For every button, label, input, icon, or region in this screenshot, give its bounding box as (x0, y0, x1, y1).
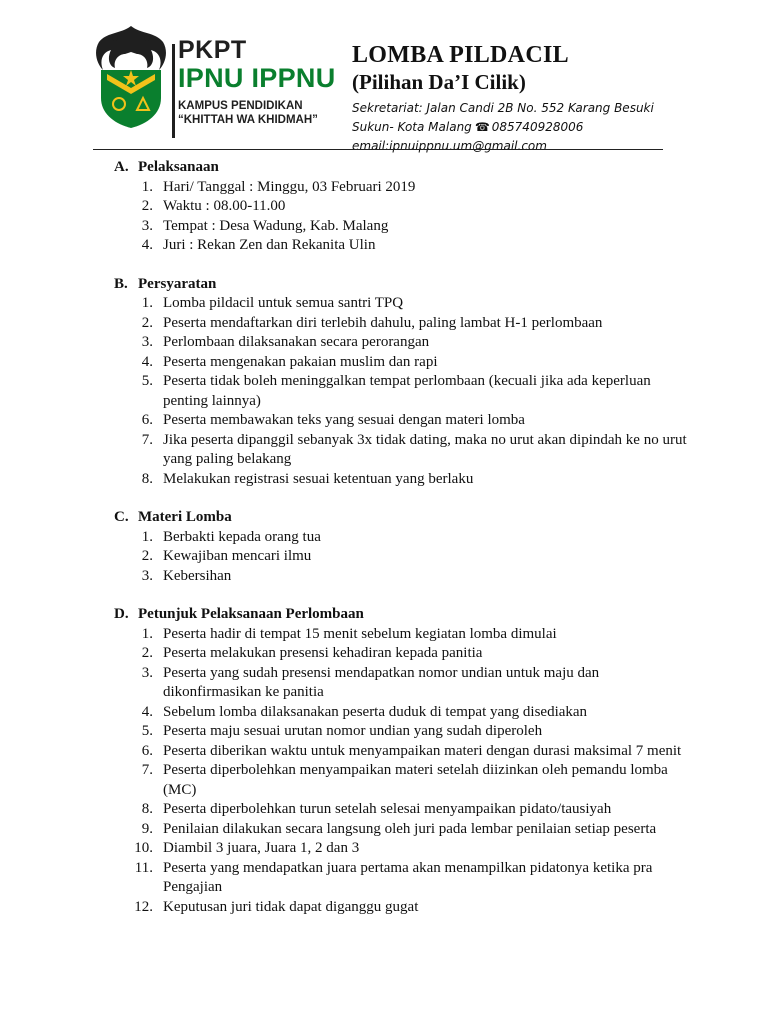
list-item-number: 7. (141, 431, 153, 448)
document-title: LOMBA PILDACIL (352, 42, 569, 68)
list-item-text: Berbakti kepada orang tua (163, 528, 321, 545)
list-item-number: 4. (141, 703, 153, 720)
list-item-text: Penilaian dilakukan secara langsung oleh juri pada lembar penilaian setiap peserta (163, 820, 657, 837)
numbered-list (114, 625, 694, 918)
list-item (114, 411, 694, 431)
section-heading (114, 275, 694, 295)
list-item-number: 3. (141, 217, 153, 234)
list-item (114, 314, 694, 334)
list-item-text: Perlombaan dilaksanakan secara perorangan (163, 334, 430, 350)
list-item-text: Melakukan registrasi sesuai ketentuan yang berlaku (163, 470, 474, 487)
org-line-pkpt: PKPT (178, 36, 247, 64)
list-item-text: Diambil 3 juara, Juara 1, 2 dan 3 (163, 840, 360, 856)
list-item (114, 197, 694, 217)
section-heading (114, 158, 694, 178)
section-heading (114, 508, 694, 528)
list-item (114, 839, 694, 859)
list-item (114, 217, 694, 237)
list-item-number: 8. (141, 801, 153, 817)
list-item-text: Peserta tidak boleh meninggalkan tempat perlombaan (kecuali jika ada keperluan penting lainnya) (163, 373, 651, 409)
list-item-number: 5. (141, 373, 153, 389)
list-item-number: 5. (141, 723, 153, 739)
section (114, 158, 694, 256)
numbered-list (114, 178, 694, 256)
list-item-text: Peserta hadir di tempat 15 menit sebelum kegiatan lomba dimulai (163, 625, 557, 642)
list-item (114, 294, 694, 314)
list-item-number: 1. (141, 178, 153, 195)
section-title: Pelaksanaan (138, 159, 219, 175)
section-letter: B. (114, 275, 128, 292)
org-line-ipnu-ippnu: IPNU IPPNU (178, 63, 336, 93)
section-title: Persyaratan (138, 275, 217, 292)
list-item-text: Kebersihan (163, 567, 232, 584)
list-item-number: 1. (141, 528, 153, 545)
list-item (114, 333, 694, 353)
list-item-text: Jika peserta dipanggil sebanyak 3x tidak dating, maka no urut akan dipindah ke no urut yang paling belakang (163, 431, 687, 467)
list-item (114, 742, 694, 762)
section (114, 275, 694, 490)
list-item-text: Peserta yang sudah presensi mendapatkan nomor undian untuk maju dan dikonfirmasikan ke panitia (163, 664, 600, 700)
list-item-number: 3. (141, 664, 153, 681)
list-item-text: Peserta diperbolehkan menyampaikan materi setelah diizinkan oleh pemandu lomba (MC) (163, 762, 668, 798)
numbered-list (114, 528, 694, 587)
list-item (114, 664, 694, 703)
list-item (114, 761, 694, 800)
list-item-text: Waktu : 08.00-11.00 (163, 198, 286, 214)
list-item-number: 4. (141, 353, 153, 370)
list-item (114, 722, 694, 742)
list-item-text: Peserta mengenakan pakaian muslim dan rapi (163, 353, 438, 370)
list-item-number: 6. (141, 742, 153, 759)
list-item-number: 3. (141, 334, 153, 350)
list-item-number: 12. (134, 898, 153, 915)
list-item-text: Peserta mendaftarkan diri terlebih dahulu, paling lambat H-1 perlombaan (163, 314, 603, 331)
section-title: Petunjuk Pelaksanaan Perlombaan (138, 606, 364, 622)
list-item-number: 4. (141, 237, 153, 253)
list-item-number: 1. (141, 625, 153, 642)
list-item-number: 2. (141, 314, 153, 331)
list-item (114, 353, 694, 373)
organization-name (178, 38, 336, 127)
list-item-text: Juri : Rekan Zen dan Rekanita Ulin (163, 237, 376, 253)
list-item-text: Sebelum lomba dilaksanakan peserta duduk di tempat yang disediakan (163, 703, 588, 720)
list-item (114, 820, 694, 840)
list-item (114, 703, 694, 723)
ipnu-ippnu-logo (93, 24, 169, 130)
list-item-number: 11. (134, 859, 153, 876)
list-item-number: 1. (141, 295, 153, 311)
document-body (114, 158, 694, 936)
list-item-number: 2. (141, 548, 153, 564)
list-item (114, 625, 694, 645)
list-item (114, 859, 694, 898)
list-item (114, 470, 694, 490)
list-item-text: Keputusan juri tidak dapat diganggu gugat (163, 898, 419, 915)
phone-number: 085740928006 (491, 120, 584, 134)
org-line-campus: KAMPUS PENDIDIKAN (178, 100, 303, 112)
list-item (114, 547, 694, 567)
org-line-motto: “KHITTAH WA KHIDMAH” (178, 114, 318, 126)
section-letter: D. (114, 606, 129, 622)
list-item-number: 2. (141, 198, 153, 214)
list-item (114, 372, 694, 411)
list-item-text: Kewajiban mencari ilmu (163, 548, 312, 564)
secretariat-address: Sekretariat: Jalan Candi 2B No. 552 Karang Besuki (352, 101, 654, 115)
list-item-number: 9. (141, 820, 153, 837)
list-item-text: Tempat : Desa Wadung, Kab. Malang (163, 217, 389, 234)
list-item-text: Peserta yang mendapatkan juara pertama akan menampilkan pidatonya ketika pra Pengajian (163, 859, 653, 895)
list-item-number: 3. (141, 567, 153, 584)
list-item (114, 178, 694, 198)
list-item-text: Peserta diperbolehkan turun setelah selesai menyampaikan pidato/tausiyah (163, 801, 612, 817)
section-title: Materi Lomba (138, 509, 232, 525)
section (114, 508, 694, 586)
document-subtitle: (Pilihan Da’I Cilik) (352, 70, 526, 94)
list-item-text: Peserta maju sesuai urutan nomor undian yang sudah diperoleh (163, 723, 543, 739)
section-letter: C. (114, 509, 129, 525)
list-item-text: Peserta diberikan waktu untuk menyampaikan materi dengan durasi maksimal 7 menit (163, 742, 682, 759)
section-letter: A. (114, 159, 129, 175)
list-item (114, 800, 694, 820)
divider (172, 44, 175, 138)
section (114, 605, 694, 917)
list-item (114, 898, 694, 918)
letterhead (0, 0, 768, 160)
city-phone-line (352, 118, 654, 137)
list-item-number: 10. (134, 840, 153, 856)
list-item (114, 644, 694, 664)
list-item-text: Peserta melakukan presensi kehadiran kepada panitia (163, 645, 483, 661)
list-item-number: 6. (141, 412, 153, 428)
section-heading (114, 605, 694, 625)
list-item (114, 236, 694, 256)
list-item (114, 567, 694, 587)
list-item (114, 528, 694, 548)
list-item (114, 431, 694, 470)
list-item-text: Peserta membawakan teks yang sesuai dengan materi lomba (163, 412, 525, 428)
list-item-number: 2. (141, 645, 153, 661)
list-item-number: 8. (141, 470, 153, 487)
header-rule (93, 149, 663, 150)
contact-info (352, 99, 654, 156)
email: email:ipnuippnu.um@gmail.com (352, 139, 547, 153)
list-item-text: Lomba pildacil untuk semua santri TPQ (163, 295, 404, 311)
numbered-list (114, 294, 694, 489)
list-item-text: Hari/ Tanggal : Minggu, 03 Februari 2019 (163, 178, 416, 195)
title-block (352, 42, 654, 156)
phone-icon: ☎ (474, 120, 490, 134)
city: Sukun- Kota Malang (352, 120, 472, 134)
list-item-number: 7. (141, 762, 153, 778)
